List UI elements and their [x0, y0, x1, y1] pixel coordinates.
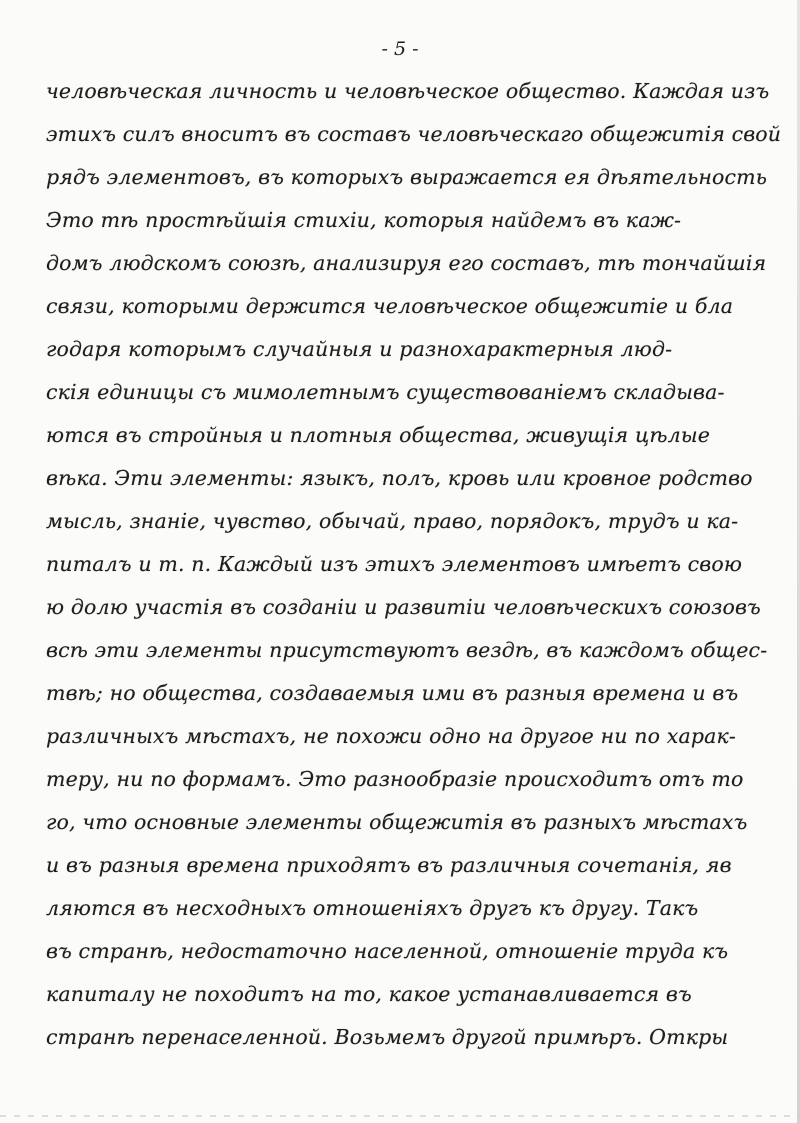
text-line: твѣ; но общества, создаваемыя ими въ разныя времена и въ — [46, 681, 739, 705]
text-line: ю долю участія въ созданіи и развитіи человѣческихъ союзовъ — [46, 595, 761, 619]
text-line: странѣ перенаселенной. Возьмемъ другой примѣръ. Откры — [46, 1025, 729, 1049]
scan-bottom-border — [0, 1115, 800, 1117]
text-line: домъ людскомъ союзѣ, анализируя его составъ, тѣ тончайшія — [46, 251, 767, 275]
text-line: годаря которымъ случайныя и разнохарактерныя люд- — [46, 337, 673, 361]
text-line: человѣческая личность и человѣческое общество. Каждая изъ — [46, 79, 770, 103]
text-line: въ странѣ, недостаточно населенной, отношеніе труда къ — [46, 939, 729, 963]
text-line: ляются въ несходныхъ отношеніяхъ другъ къ другу. Такъ — [46, 896, 699, 920]
text-line: этихъ силъ вноситъ въ составъ человѣческаго общежитія свой — [46, 122, 782, 146]
text-line: капиталу не походитъ на то, какое устанавливается въ — [46, 982, 692, 1006]
text-line: го, что основные элементы общежитія въ разныхъ мѣстахъ — [46, 810, 748, 834]
text-line: скія единицы съ мимолетнымъ существованіемъ складыва- — [46, 380, 725, 404]
text-line: мысль, знаніе, чувство, обычай, право, порядокъ, трудъ и ка- — [46, 509, 739, 533]
text-line: Это тѣ простѣйшія стихіи, которыя найдемъ въ каж- — [46, 208, 682, 232]
text-line: различныхъ мѣстахъ, не похожи одно на другое ни по харак- — [46, 724, 737, 748]
text-line: питалъ и т. п. Каждый изъ этихъ элементовъ имѣетъ свою — [46, 552, 743, 576]
text-line: вѣка. Эти элементы: языкъ, полъ, кровь или кровное родство — [46, 466, 753, 490]
text-line: всѣ эти элементы присутствуютъ вездѣ, въ каждомъ общес- — [46, 638, 768, 662]
text-line: и въ разныя времена приходятъ въ различныя сочетанія, яв — [46, 853, 732, 877]
text-line: связи, которыми держится человѣческое общежитіе и бла — [46, 294, 734, 318]
text-line: ются въ стройныя и плотныя общества, живущія цѣлые — [46, 423, 710, 447]
handwritten-text-block — [46, 70, 786, 1059]
text-line: рядъ элементовъ, въ которыхъ выражается ея дѣятельность — [46, 165, 768, 189]
text-line: теру, ни по формамъ. Это разнообразіе происходитъ отъ то — [46, 767, 744, 791]
page-number: - 5 - — [381, 38, 419, 60]
